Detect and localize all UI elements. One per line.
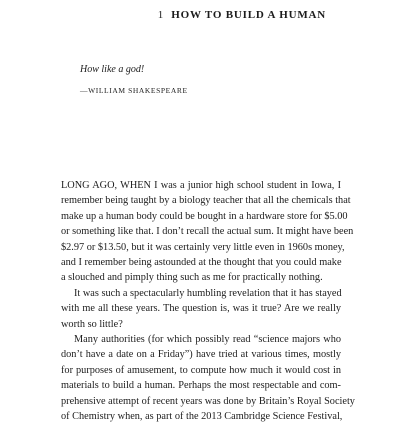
body-line: materials to build a human. Perhaps the most respectable and com- [61,380,341,392]
epigraph-attribution: —WILLIAM SHAKESPEARE [80,86,188,95]
chapter-heading [158,9,326,21]
body-line: prehensive attempt of recent years was done by Britain’s Royal Society [61,395,355,407]
body-line: worth so little? [61,318,123,330]
body-line: don’t have a date on a Friday”) have tried at various times, mostly [61,349,341,361]
body-line: for purposes of amusement, to compute how much it would cost in [61,364,341,376]
body-line: make up a human body could be bought in a hardware store for $5.00 [61,210,348,222]
body-line: Many authorities (for which possibly read “science majors who [74,334,341,346]
body-line: with me all these years. The question is, was it true? Are we really [61,303,341,315]
epigraph-quote: How like a god! [80,64,145,75]
body-line: and I remember being astounded at the thought that you could make [61,257,342,269]
body-text [61,178,355,425]
chapter-title: HOW TO BUILD A HUMAN [171,9,326,21]
body-line: It was such a spectacularly humbling revelation that it has stayed [74,287,342,299]
body-line: remember being taught by a biology teacher that all the chemicals that [61,195,351,207]
chapter-number: 1 [157,9,164,21]
body-line: of Chemistry when, as part of the 2013 Cambridge Science Festival, [61,411,343,423]
body-line: a slouched and pimply thing such as me for practically nothing. [61,272,323,284]
body-line: LONG AGO, WHEN I was a junior high school student in Iowa, I [61,180,341,191]
body-line: or something like that. I don’t recall the actual sum. It might have been [61,226,354,238]
body-line: $2.97 or $13.50, but it was certainly very little even in 1960s money, [61,241,345,253]
